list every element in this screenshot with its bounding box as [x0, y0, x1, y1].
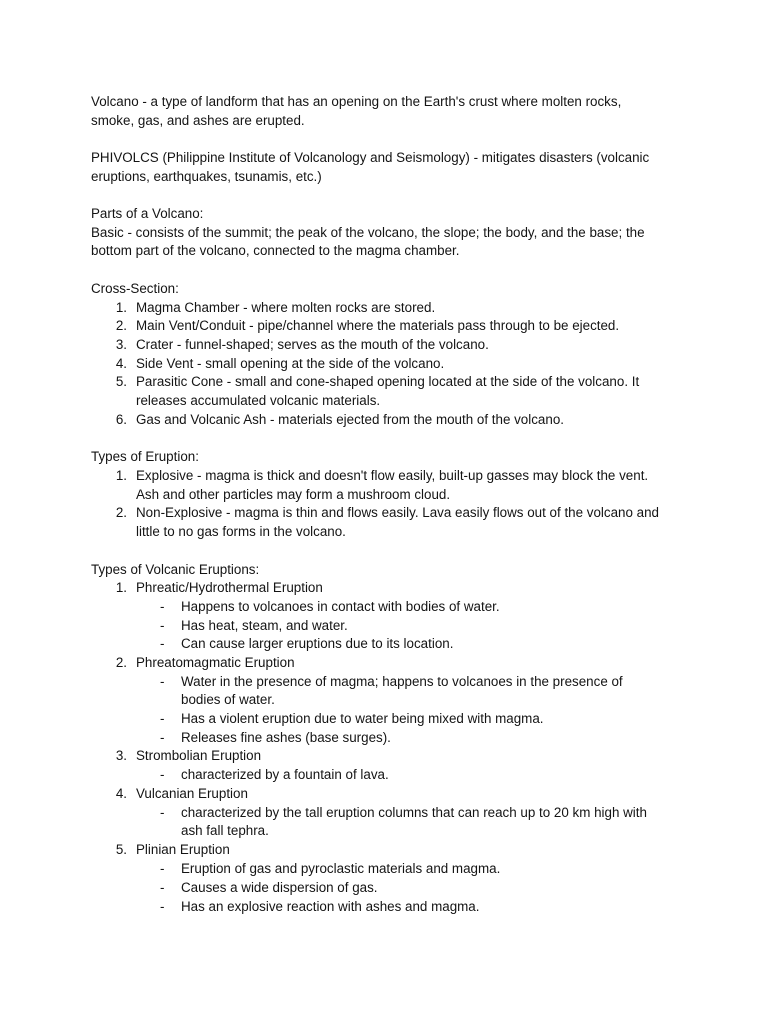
bullet-dash: -: [160, 599, 165, 614]
list-number: 1.: [115, 468, 127, 483]
sub-item: Releases fine ashes (base surges).: [181, 730, 391, 745]
list-number: 5.: [115, 842, 127, 857]
list-item-continuation: little to no gas forms in the volcano.: [136, 524, 346, 539]
list-item: Parasitic Cone - small and cone-shaped opening located at the side of the volcano. It: [136, 374, 640, 389]
sub-item: Happens to volcanoes in contact with bodies of water.: [181, 599, 500, 614]
sub-item: characterized by a fountain of lava.: [181, 767, 389, 782]
list-number: 2.: [115, 318, 127, 333]
list-number: 1.: [115, 580, 127, 595]
list-item-continuation: releases accumulated volcanic materials.: [136, 393, 381, 408]
eruption-types-heading: Types of Eruption:: [91, 449, 199, 464]
sub-item: Eruption of gas and pyroclastic materials and magma.: [181, 861, 501, 876]
sub-item: Water in the presence of magma; happens to volcanoes in the presence of: [181, 674, 623, 689]
phivolcs-line: eruptions, earthquakes, tsunamis, etc.): [91, 169, 322, 184]
list-item: Crater - funnel-shaped; serves as the mouth of the volcano.: [136, 337, 489, 352]
bullet-dash: -: [160, 730, 165, 745]
sub-item: Can cause larger eruptions due to its location.: [181, 636, 454, 651]
list-number: 4.: [115, 786, 127, 801]
list-item: Non-Explosive - magma is thin and flows easily. Lava easily flows out of the volcano and: [136, 505, 659, 520]
eruption-type-title: Phreatomagmatic Eruption: [136, 655, 295, 670]
list-item: Side Vent - small opening at the side of the volcano.: [136, 356, 445, 371]
list-item: Magma Chamber - where molten rocks are stored.: [136, 300, 436, 315]
sub-item: Has heat, steam, and water.: [181, 618, 348, 633]
list-number: 5.: [115, 374, 127, 389]
bullet-dash: -: [160, 805, 165, 820]
sub-item-continuation: ash fall tephra.: [181, 823, 269, 838]
sub-item-continuation: bodies of water.: [181, 692, 275, 707]
volcanic-eruptions-heading: Types of Volcanic Eruptions:: [91, 562, 260, 577]
list-number: 1.: [115, 300, 127, 315]
list-number: 4.: [115, 356, 127, 371]
bullet-dash: -: [160, 861, 165, 876]
list-number: 6.: [115, 412, 127, 427]
bullet-dash: -: [160, 618, 165, 633]
bullet-dash: -: [160, 674, 165, 689]
bullet-dash: -: [160, 636, 165, 651]
bullet-dash: -: [160, 767, 165, 782]
cross-section-heading: Cross-Section:: [91, 281, 179, 296]
basic-parts-line: bottom part of the volcano, connected to the magma chamber.: [91, 243, 460, 258]
parts-heading: Parts of a Volcano:: [91, 206, 204, 221]
volcano-definition-line: smoke, gas, and ashes are erupted.: [91, 113, 305, 128]
sub-item: Causes a wide dispersion of gas.: [181, 880, 378, 895]
list-number: 2.: [115, 655, 127, 670]
list-number: 3.: [115, 748, 127, 763]
sub-item: Has an explosive reaction with ashes and magma.: [181, 899, 480, 914]
eruption-type-title: Phreatic/Hydrothermal Eruption: [136, 580, 323, 595]
eruption-type-title: Vulcanian Eruption: [136, 786, 248, 801]
sub-item: Has a violent eruption due to water being mixed with magma.: [181, 711, 544, 726]
eruption-type-title: Plinian Eruption: [136, 842, 230, 857]
bullet-dash: -: [160, 880, 165, 895]
eruption-type-title: Strombolian Eruption: [136, 748, 262, 763]
list-item-continuation: Ash and other particles may form a mushroom cloud.: [136, 487, 451, 502]
list-item: Explosive - magma is thick and doesn't flow easily, built-up gasses may block the vent.: [136, 468, 649, 483]
list-number: 2.: [115, 505, 127, 520]
list-number: 3.: [115, 337, 127, 352]
list-item: Main Vent/Conduit - pipe/channel where the materials pass through to be ejected.: [136, 318, 620, 333]
sub-item: characterized by the tall eruption columns that can reach up to 20 km high with: [181, 805, 647, 820]
bullet-dash: -: [160, 711, 165, 726]
list-item: Gas and Volcanic Ash - materials ejected from the mouth of the volcano.: [136, 412, 564, 427]
basic-parts-line: Basic - consists of the summit; the peak of the volcano, the slope; the body, and the base; the: [91, 225, 645, 240]
bullet-dash: -: [160, 899, 165, 914]
phivolcs-line: PHIVOLCS (Philippine Institute of Volcanology and Seismology) - mitigates disasters (volcanic: [91, 150, 650, 165]
volcano-definition-line: Volcano - a type of landform that has an opening on the Earth's crust where molten rocks,: [91, 94, 622, 109]
